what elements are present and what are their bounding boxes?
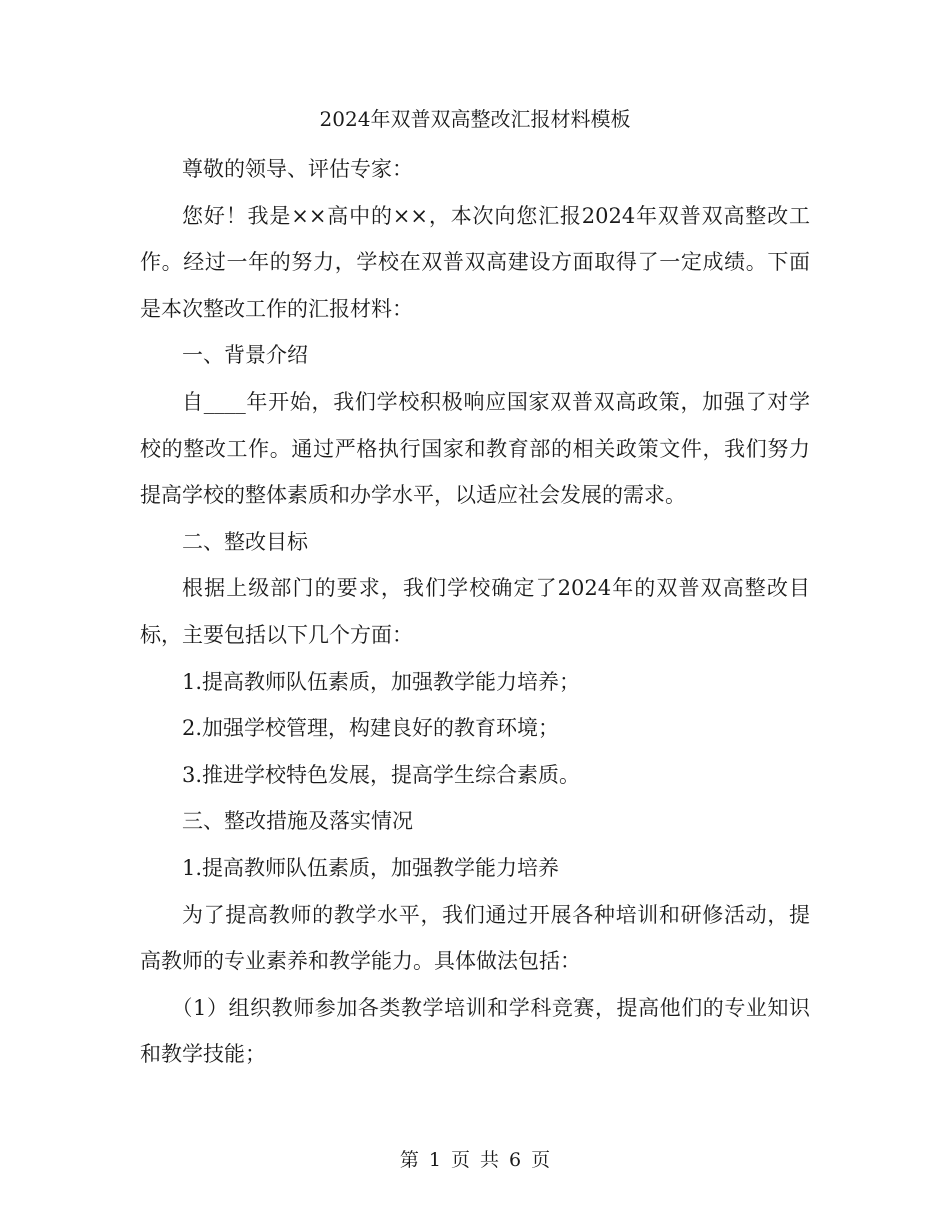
goal-item-2: 2.加强学校管理，构建良好的教育环境； xyxy=(182,716,560,741)
background-paragraph: 自____年开始，我们学校积极响应国家双普双高政策，加强了对学校的整改工作。通过严格执行国家和教育部的相关政策文件，我们努力提高学校的整体素质和办学水平，以适应社会发展的需求。 xyxy=(140,389,810,508)
goal-item-1: 1.提高教师队伍素质，加强教学能力培养； xyxy=(182,669,581,694)
measure-heading-1: 1.提高教师队伍素质，加强教学能力培养 xyxy=(182,855,560,880)
section-heading-goals: 二、整改目标 xyxy=(182,529,308,554)
goals-paragraph: 根据上级部门的要求，我们学校确定了2024年的双普双高整改目标，主要包括以下几个方面： xyxy=(140,576,810,647)
goal-item-3: 3.推进学校特色发展，提高学生综合素质。 xyxy=(182,762,581,787)
section-heading-background: 一、背景介绍 xyxy=(182,343,308,368)
measure-sub-item-1: （1）组织教师参加各类教学培训和学科竞赛，提高他们的专业知识和教学技能； xyxy=(140,995,810,1067)
intro-paragraph: 您好！我是××高中的××，本次向您汇报2024年双普双高整改工作。经过一年的努力，学校在双普双高建设方面取得了一定成绩。下面是本次整改工作的汇报材料： xyxy=(140,203,810,321)
document-body xyxy=(140,146,810,1078)
measure-paragraph-1: 为了提高教师的教学水平，我们通过开展各种培训和研修活动，提高教师的专业素养和教学能力。具体做法包括： xyxy=(140,902,810,974)
section-heading-measures: 三、整改措施及落实情况 xyxy=(182,809,413,834)
salutation: 尊敬的领导、评估专家： xyxy=(182,157,413,181)
page-footer: 第 1 页 共 6 页 xyxy=(399,1149,551,1171)
document-title: 2024年双普双高整改汇报材料模板 xyxy=(319,107,631,131)
